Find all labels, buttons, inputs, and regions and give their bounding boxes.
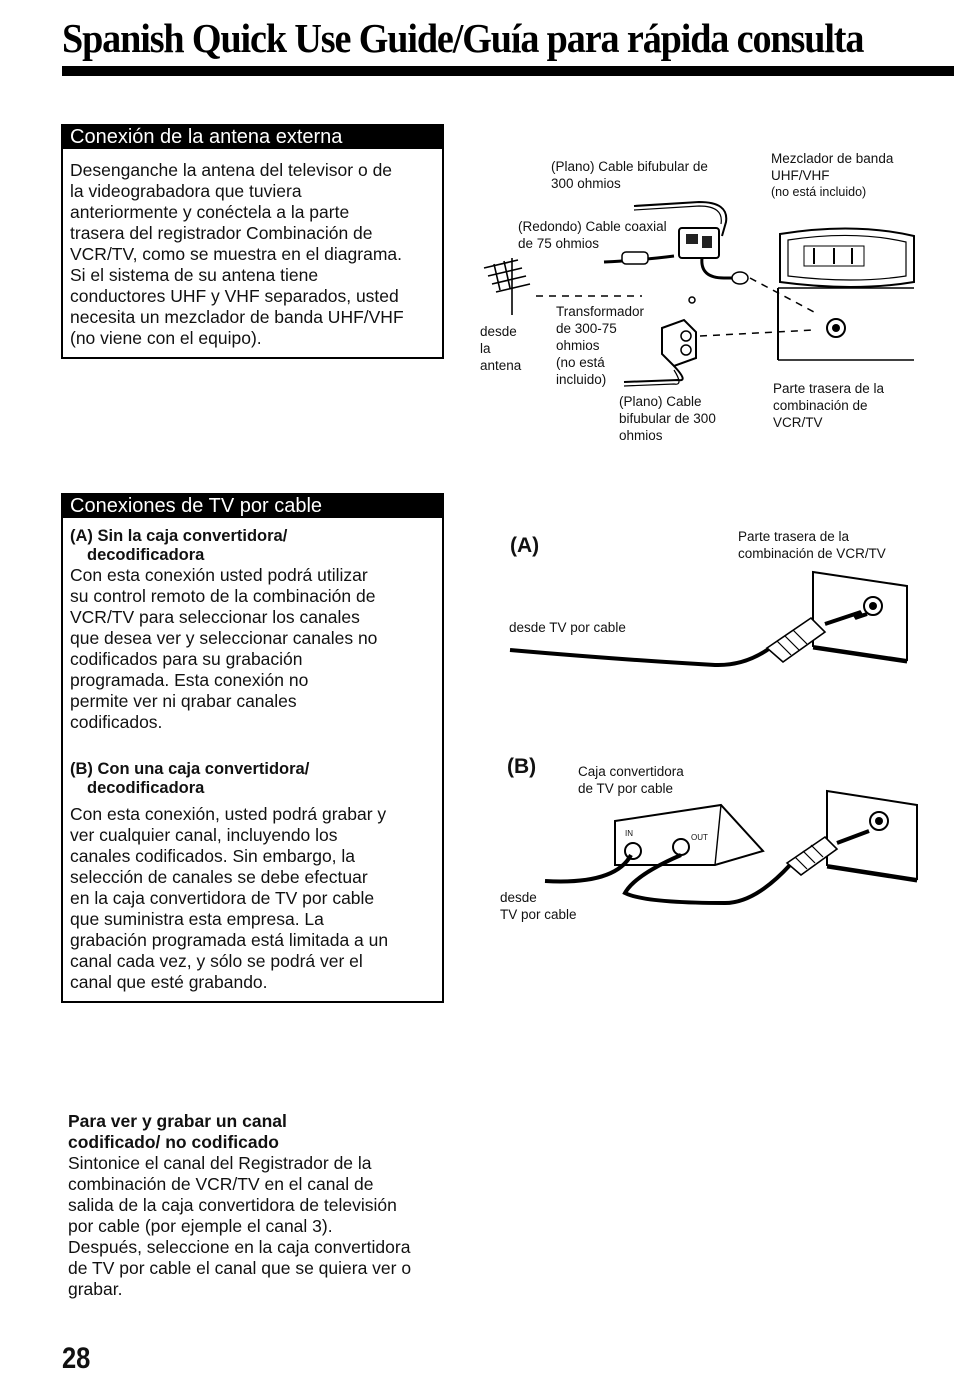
sub-b-heading-line1: (B) Con una caja convertidora/ xyxy=(70,760,310,778)
from-antenna-label-3: antena xyxy=(480,358,522,373)
text-line: programada. Esta conexión no xyxy=(70,670,309,690)
text-line: (no viene con el equipo). xyxy=(70,328,262,348)
scrambled-heading-line1: Para ver y grabar un canal xyxy=(68,1111,287,1131)
flat-cable-bottom-label-2: bifubular de 300 xyxy=(619,411,716,426)
mixer-label-2: UHF/VHF xyxy=(771,168,830,183)
transformer-label-4: (no está xyxy=(556,355,605,370)
text-line: Desenganche la antena del televisor o de xyxy=(70,160,393,180)
diagram-a-from-label: desde TV por cable xyxy=(509,620,626,635)
text-line: Después, seleccione en la caja convertidora xyxy=(68,1237,411,1257)
sub-b-heading xyxy=(70,760,442,798)
cable-sub-b xyxy=(70,760,442,993)
diagram-a-label: (A) xyxy=(510,534,540,557)
mixer-label-1: Mezclador de banda xyxy=(771,151,894,166)
sub-b-heading-line2: decodificadora xyxy=(87,779,205,797)
round-cable-label-1: (Redondo) Cable coaxial xyxy=(518,219,667,234)
text-line: VCR/TV para seleccionar los canales xyxy=(70,607,360,627)
text-line: Si el sistema de su antena tiene xyxy=(70,265,319,285)
transformer-label-3: ohmios xyxy=(556,338,600,353)
text-line: Con esta conexión, usted podrá grabar y xyxy=(70,804,387,824)
text-line: salida de la caja convertidora de televisión xyxy=(68,1195,397,1215)
text-line: anteriormente y conéctela a la parte xyxy=(70,202,350,222)
flat-cable-bottom-label-1: (Plano) Cable xyxy=(619,394,702,409)
antenna-section-heading: Conexión de la antena externa xyxy=(62,125,444,149)
text-line: su control remoto de la combinación de xyxy=(70,586,376,606)
diagram-b-converter-label-1: Caja convertidora xyxy=(578,764,684,779)
text-line: selección de canales se debe efectuar xyxy=(70,867,368,887)
sub-a-heading-line2: decodificadora xyxy=(87,546,205,564)
text-line: grabar. xyxy=(68,1279,123,1299)
text-line: en la caja convertidora de TV por cable xyxy=(70,888,375,908)
cable-sub-a xyxy=(70,527,442,733)
diagram-b xyxy=(495,755,915,935)
diagram-a-rear-label-1: Parte trasera de la xyxy=(738,529,850,544)
text-line: canal cada vez, y sólo se podrá ver el xyxy=(70,951,363,971)
diagram-a-rear-label-2: combinación de VCR/TV xyxy=(738,546,886,561)
antenna-section-text xyxy=(70,160,442,349)
text-line: por cable (por ejemple el canal 3). xyxy=(68,1216,333,1236)
text-line: trasera del registrador Combinación de xyxy=(70,223,373,243)
vcr-tv-rear-icon xyxy=(778,228,914,360)
vcr-tv-rear-panel-b xyxy=(827,791,917,881)
text-line: canal que esté grabando. xyxy=(70,972,268,992)
transformer-label-5: incluido) xyxy=(556,372,607,387)
converter-box-icon xyxy=(615,805,763,865)
rear-panel-label-3: VCR/TV xyxy=(773,415,823,430)
scrambled-text xyxy=(68,1153,468,1300)
text-line: necesita un mezclador de banda UHF/VHF xyxy=(70,307,404,327)
text-line: de TV por cable el canal que se quiera ver o xyxy=(68,1258,412,1278)
page-number: 28 xyxy=(62,1342,91,1375)
from-antenna-label-1: desde xyxy=(480,324,517,339)
page-title: Spanish Quick Use Guide/Guía para rápida consulta xyxy=(62,15,864,61)
scrambled-section xyxy=(68,1111,468,1300)
text-line: la videograbadora que tuviera xyxy=(70,181,302,201)
out-port-label: OUT xyxy=(691,833,708,842)
rear-panel-label-2: combinación de xyxy=(773,398,868,413)
rear-panel-label-1: Parte trasera de la xyxy=(773,381,885,396)
transformer-label-1: Transformador xyxy=(556,304,645,319)
sub-a-heading-line1: (A) Sin la caja convertidora/ xyxy=(70,527,288,545)
text-line: que suministra esta empresa. La xyxy=(70,909,324,929)
text-line: ver cualquier canal, incluyendo los xyxy=(70,825,338,845)
antenna-diagram xyxy=(474,140,944,460)
diagram-a xyxy=(495,520,915,690)
diagram-b-from-label-2: TV por cable xyxy=(500,907,577,922)
text-line: Sintonice el canal del Registrador de la xyxy=(68,1153,372,1173)
diagram-b-label: (B) xyxy=(507,755,537,778)
round-cable-label-2: de 75 ohmios xyxy=(518,236,600,251)
flat-cable-top-label-2: 300 ohmios xyxy=(551,176,621,191)
flat-cable-bottom-label-3: ohmios xyxy=(619,428,663,443)
mixer-icon xyxy=(679,228,719,258)
text-line: codificados para su grabación xyxy=(70,649,303,669)
scrambled-heading xyxy=(68,1111,468,1153)
text-line: grabación programada está limitada a un xyxy=(70,930,389,950)
sub-a-heading xyxy=(70,527,442,565)
text-line: que desea ver y seleccionar canales no xyxy=(70,628,378,648)
scrambled-heading-line2: codificado/ no codificado xyxy=(68,1132,279,1152)
mixer-label-3: (no está incluido) xyxy=(771,185,867,199)
text-line: codificados. xyxy=(70,712,163,732)
text-line: combinación de VCR/TV en el canal de xyxy=(68,1174,374,1194)
text-line: conductores UHF y VHF separados, usted xyxy=(70,286,399,306)
flat-cable-top-label-1: (Plano) Cable bifubular de xyxy=(551,159,708,174)
text-line: VCR/TV, como se muestra en el diagrama. xyxy=(70,244,402,264)
diagram-b-from-label-1: desde xyxy=(500,890,537,905)
in-port-label: IN xyxy=(625,829,633,838)
title-rule xyxy=(62,66,954,76)
transformer-label-2: de 300-75 xyxy=(556,321,617,336)
transformer-icon xyxy=(662,320,696,366)
antenna-icon xyxy=(484,258,530,315)
text-line: permite ver ni qrabar canales xyxy=(70,691,297,711)
text-line: canales codificados. Sin embargo, la xyxy=(70,846,356,866)
sub-a-text xyxy=(70,565,442,733)
diagram-b-converter-label-2: de TV por cable xyxy=(578,781,674,796)
sub-b-text xyxy=(70,804,442,993)
text-line: Con esta conexión usted podrá utilizar xyxy=(70,565,368,585)
from-antenna-label-2: la xyxy=(480,341,491,356)
cable-section-heading: Conexiones de TV por cable xyxy=(62,494,444,518)
